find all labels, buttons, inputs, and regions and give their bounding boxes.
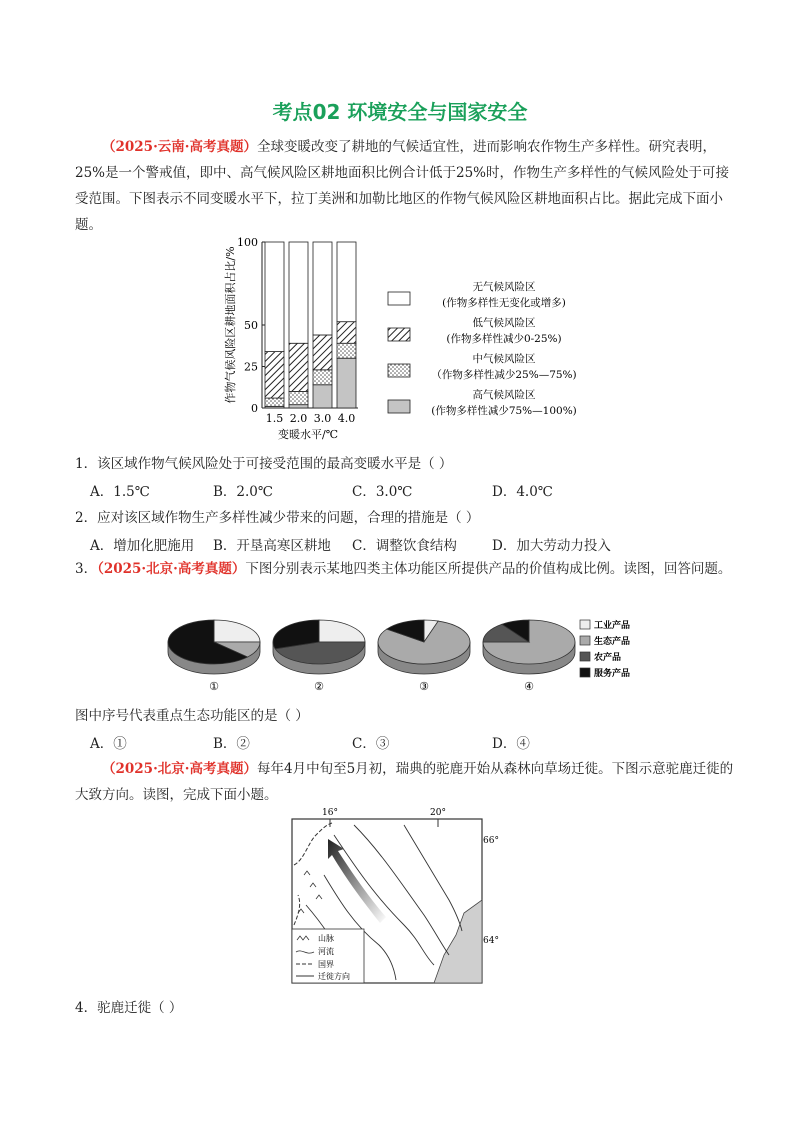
intro-text: 全球变暖改变了耕地的气候适宜性，进而影响农作物生产多样性。研究表明，25%是一个警戒值，即中、高气候风险区耕地面积比例合计低于25%时，作物生产多样性的气候风险处于可接受范围。下图表示不同变暖水平下，拉丁美洲和加勒比地区的作物气候风险区耕地面积占比。据此完成下面小题。 (75, 139, 730, 233)
bar-segment (265, 352, 284, 398)
bar-segment (313, 242, 332, 335)
stacked-bar-chart (210, 232, 610, 442)
source-tag: （2025·云南·高考真题） (102, 139, 257, 155)
q3-option-c[interactable]: C．③ (352, 736, 390, 752)
source-tag: （2025·北京·高考真题） (102, 761, 257, 777)
question-4-stem: 4．驼鹿迁徙（ ） (75, 1000, 183, 1016)
x-tick-label: 2.0 (289, 412, 308, 425)
pie-charts (160, 612, 650, 694)
question-3-intro (75, 556, 735, 582)
legend-sublabel: (作物多样性无变化或增多) (442, 297, 566, 309)
intro-text: 每年4月中旬至5月初，瑞典的驼鹿开始从森林向草场迁徙。下图示意驼鹿迁徙的大致方向。读图，完成下面小题。 (75, 761, 734, 803)
legend-sublabel: (作物多样性减少75%—100%) (431, 405, 577, 417)
q2-option-b[interactable]: B．开垦高寒区耕地 (213, 538, 331, 554)
q3-text: 下图分别表示某地四类主体功能区所提供产品的价值构成比例。读图，回答问题。 (245, 561, 732, 577)
x-tick-label: 3.0 (313, 412, 332, 425)
intro-paragraph-4 (75, 756, 735, 808)
pie-legend-label: 服务产品 (594, 669, 631, 679)
question-1-stem: 1．该区域作物气候风险处于可接受范围的最高变暖水平是（ ） (75, 456, 453, 472)
pie-label: ② (314, 680, 324, 693)
bar-segment (313, 385, 332, 408)
bar-segment (289, 343, 308, 391)
legend-swatch (388, 328, 410, 341)
y-axis-label: 作物气候风险区耕地面积占比/% (224, 246, 237, 404)
bar-segment (337, 343, 356, 358)
x-axis-label: 变暖水平/℃ (277, 428, 339, 441)
pie-label: ① (209, 680, 219, 693)
y-tick-label: 100 (237, 236, 258, 249)
legend-label: 无气候风险区 (472, 281, 536, 293)
q1-option-b[interactable]: B．2.0℃ (213, 484, 273, 500)
legend-label: 低气候风险区 (472, 317, 536, 329)
pie-label: ④ (524, 680, 534, 693)
q3-option-d[interactable]: D．④ (492, 736, 530, 752)
pie-legend-label: 工业产品 (594, 621, 631, 631)
q3-number: 3． (75, 561, 98, 577)
bar-segment (289, 391, 308, 404)
pie-legend-swatch (580, 636, 590, 645)
source-tag: （2025·北京·高考真题） (97, 561, 246, 577)
pie-legend-swatch (580, 620, 590, 629)
bar-segment (265, 398, 284, 406)
legend-label: 高气候风险区 (472, 389, 536, 401)
y-tick-label: 50 (244, 319, 258, 332)
lon-label-16: 16° (322, 808, 338, 818)
question-3-stem: 图中序号代表重点生态功能区的是（ ） (75, 708, 309, 724)
legend-sublabel: （作物多样性减少25%—75%) (431, 369, 577, 381)
question-2-stem: 2．应对该区域作物生产多样性减少带来的问题，合理的措施是（ ） (75, 510, 480, 526)
lat-label-66: 66° (483, 836, 499, 846)
legend-swatch (388, 400, 410, 413)
bar-segment (337, 242, 356, 322)
moose-migration-map (284, 805, 504, 985)
pie-label: ③ (419, 680, 429, 693)
q1-option-d[interactable]: D．4.0℃ (492, 484, 553, 500)
q2-option-d[interactable]: D．加大劳动力投入 (492, 538, 611, 554)
bar-segment (337, 358, 356, 408)
pie-legend-label: 生态产品 (594, 637, 631, 647)
legend-migration: 迁徙方向 (318, 972, 350, 981)
legend-mountain: 山脉 (318, 934, 334, 943)
pie-slice (319, 620, 365, 642)
bar-segment (265, 242, 284, 352)
legend-border: 国界 (318, 960, 334, 969)
pie-slice (214, 620, 260, 642)
page-title: 考点02 环境安全与国家安全 (272, 100, 528, 124)
bar-segment (337, 322, 356, 344)
q2-option-a[interactable]: A．增加化肥施用 (90, 538, 195, 554)
q1-option-a[interactable]: A．1.5℃ (90, 484, 150, 500)
q2-option-c[interactable]: C．调整饮食结构 (352, 538, 457, 554)
lon-label-20: 20° (430, 808, 446, 818)
legend-sublabel: (作物多样性减少0-25%) (446, 333, 562, 345)
legend-river: 河流 (318, 947, 334, 956)
pie-legend-swatch (580, 668, 590, 677)
y-tick-label: 25 (244, 360, 258, 374)
legend-swatch (388, 292, 410, 305)
q1-option-c[interactable]: C．3.0℃ (352, 484, 413, 500)
y-tick-label: 0 (251, 402, 258, 415)
bar-segment (289, 242, 308, 343)
q3-option-b[interactable]: B．② (213, 736, 250, 752)
x-tick-label: 4.0 (337, 412, 356, 425)
lat-label-64: 64° (483, 936, 499, 946)
pie-legend-swatch (580, 652, 590, 661)
bar-segment (289, 405, 308, 408)
q3-option-a[interactable]: A．① (90, 736, 127, 752)
bar-segment (313, 370, 332, 385)
bar-segment (313, 335, 332, 370)
legend-label: 中气候风险区 (472, 353, 536, 365)
intro-paragraph-1 (75, 134, 735, 238)
pie-legend-label: 农产品 (594, 653, 622, 663)
x-tick-label: 1.5 (265, 412, 284, 425)
legend-swatch (388, 364, 410, 377)
